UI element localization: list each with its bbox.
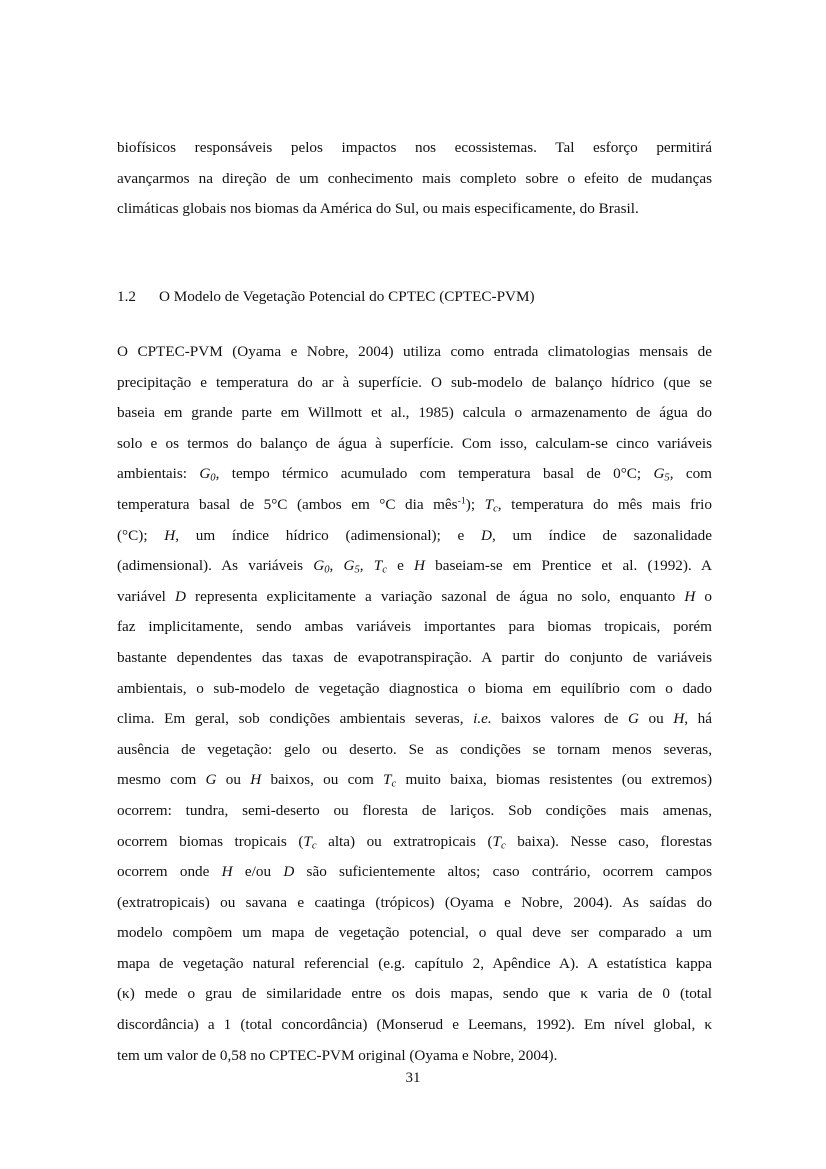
text-run: clima. Em geral, sob condições ambientais severas,	[117, 710, 474, 728]
text-line	[117, 551, 712, 582]
subscript: c	[493, 503, 498, 515]
text-run: ou	[216, 771, 251, 789]
text-run: (adimensional). As variáveis	[117, 557, 314, 575]
text-line: tem um valor de 0,58 no CPTEC-PVM original (Oyama e Nobre, 2004).	[117, 1046, 558, 1064]
text-run: baseiam-se em Prentice et al. (1992). A	[424, 557, 713, 575]
text-run: ocorrem biomas tropicais (	[117, 832, 304, 850]
var-d: D	[175, 587, 186, 605]
text-run: , temperatura do mês mais frio	[497, 495, 712, 513]
section-number: 1.2	[117, 288, 136, 305]
text-line: mapa de vegetação natural referencial (e.g. capítulo 2, Apêndice A). A estatística kappa	[117, 954, 712, 972]
text-line: climáticas globais nos biomas da América do Sul, ou mais especificamente, do Brasil.	[117, 200, 639, 218]
text-run: , um índice hídrico (adimensional); e	[175, 526, 482, 544]
var-h: H	[164, 526, 176, 544]
text-run: representa explicitamente a variação sazonal de água no solo, enquanto	[185, 587, 685, 605]
var-h: H	[221, 863, 233, 881]
text-run: );	[465, 495, 485, 513]
var-g: G	[653, 465, 665, 483]
var-g: G	[313, 557, 325, 575]
subscript: c	[382, 564, 387, 576]
text-run: ou	[638, 710, 674, 728]
subscript: 0	[210, 473, 216, 485]
page-number: 31	[405, 1070, 421, 1086]
text-line: avançarmos na direção de um conhecimento mais completo sobre o efeito de mudanças	[117, 169, 712, 187]
var-d: D	[283, 863, 295, 881]
text-line: biofísicos responsáveis pelos impactos nos ecossistemas. Tal esforço permitirá	[117, 139, 712, 156]
text-run: temperatura basal de 5°C (ambos em °C dia mês	[117, 495, 458, 513]
var-t: T	[373, 557, 383, 575]
var-h: H	[250, 771, 262, 789]
text-run: , um índice de sazonalidade	[492, 526, 713, 544]
text-run: mesmo com	[117, 771, 206, 789]
text-line: (extratropicais) ou savana e caatinga (trópicos) (Oyama e Nobre, 2004). As saídas do	[117, 893, 712, 911]
text-run: o	[695, 587, 713, 605]
text-line	[117, 827, 712, 858]
var-t: T	[383, 771, 392, 789]
var-h: H	[684, 587, 696, 605]
text-line	[117, 857, 712, 888]
var-h: H	[673, 710, 685, 728]
var-t: T	[492, 832, 501, 850]
text-line: ausência de vegetação: gelo ou deserto. Se as condições se tornam menos severas,	[117, 740, 712, 758]
text-run: são suficientemente altos; caso contrário, ocorrem campos	[294, 863, 713, 881]
text-run: (°C);	[117, 526, 165, 544]
text-run: ocorrem onde	[117, 863, 222, 881]
text-line: O CPTEC-PVM (Oyama e Nobre, 2004) utiliza como entrada climatologias mensais de	[117, 343, 712, 360]
text-run: ,	[329, 557, 344, 575]
text-run: muito baixa, biomas resistentes (ou extremos)	[396, 771, 712, 789]
text-line: modelo compõem um mapa de vegetação potencial, o qual deve ser comparado a um	[117, 924, 712, 942]
main-paragraph	[117, 337, 712, 1071]
text-run: ambientais:	[117, 465, 200, 483]
text-line: precipitação e temperatura do ar à superfície. O sub-modelo de balanço hídrico (que se	[117, 373, 712, 391]
var-g: G	[343, 557, 355, 575]
section-title: O Modelo de Vegetação Potencial do CPTEC (CPTEC-PVM)	[159, 288, 535, 305]
text-line	[117, 765, 712, 796]
text-run: , tempo térmico acumulado com temperatura basal de 0°C;	[215, 465, 654, 483]
text-line	[117, 521, 712, 552]
subscript: 0	[324, 564, 330, 576]
text-line	[117, 704, 712, 735]
text-run: baixa). Nesse caso, florestas	[505, 832, 713, 850]
text-run: alta) ou extratropicais (	[316, 832, 493, 850]
var-g: G	[627, 710, 639, 728]
text-line: (κ) mede o grau de similaridade entre os dois mapas, sendo que κ varia de 0 (total	[117, 985, 712, 1003]
text-line	[117, 582, 712, 613]
var-g: G	[199, 465, 211, 483]
text-run: baixos, ou com	[261, 771, 384, 789]
subscript: c	[311, 840, 317, 852]
text-line	[117, 490, 712, 521]
subscript: 5	[354, 564, 360, 576]
text-run: , com	[669, 465, 712, 483]
text-run: e	[386, 557, 414, 575]
text-line: discordância) a 1 (total concordância) (Monserud e Leemans, 1992). Em nível global, κ	[117, 1016, 712, 1034]
text-run: variável	[117, 587, 175, 605]
subscript: 5	[664, 473, 670, 485]
intro-paragraph	[117, 133, 712, 225]
var-g: G	[205, 771, 217, 789]
text-line: baseia em grande parte em Willmott et al., 1985) calcula o armazenamento de água do	[117, 404, 712, 422]
text-run: baixos valores de	[491, 710, 628, 728]
text-line	[117, 459, 712, 490]
var-h: H	[414, 557, 425, 575]
text-line: ocorrem: tundra, semi-deserto ou floresta de lariços. Sob condições mais amenas,	[117, 801, 712, 819]
var-d: D	[481, 526, 492, 544]
text-line: ambientais, o sub-modelo de vegetação diagnostica o bioma em equilíbrio com o dado	[117, 679, 712, 697]
subscript: c	[391, 778, 397, 790]
text-line: bastante dependentes das taxas de evapotranspiração. A partir do conjunto de variáveis	[117, 648, 712, 666]
superscript: -1	[457, 495, 466, 507]
section-heading	[117, 282, 712, 312]
text-run: e/ou	[232, 863, 284, 881]
text-line: solo e os termos do balanço de água à superfície. Com isso, calculam-se cinco variáveis	[117, 434, 712, 452]
subscript: c	[500, 840, 506, 852]
text-run: , há	[684, 710, 713, 728]
var-t: T	[484, 495, 494, 513]
abbreviation-ie: i.e.	[473, 710, 492, 728]
var-t: T	[303, 832, 312, 850]
text-line: faz implicitamente, sendo ambas variáveis importantes para biomas tropicais, porém	[117, 618, 712, 636]
text-run: ,	[359, 557, 374, 575]
